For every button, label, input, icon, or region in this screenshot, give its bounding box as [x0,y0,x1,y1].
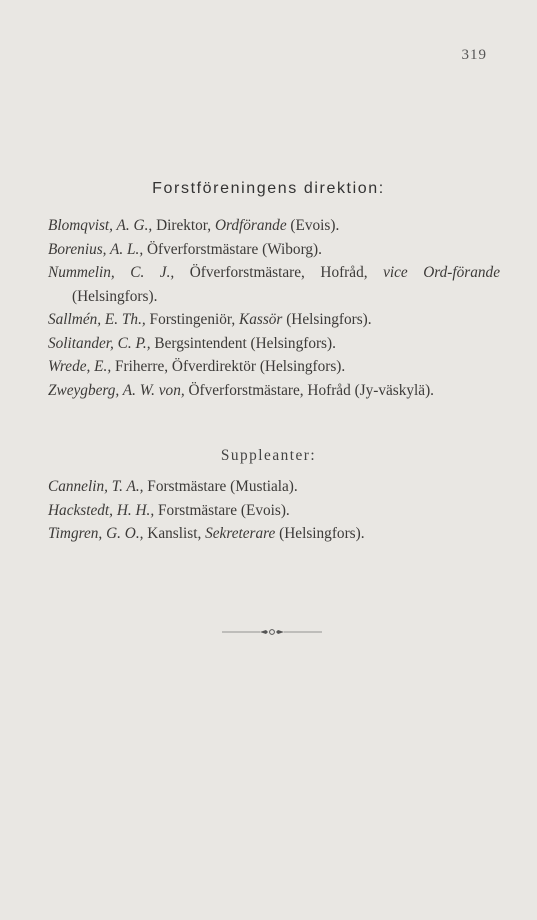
subheading: Suppleanter: [220,447,317,464]
entry-role: Kassör [239,311,283,328]
entry-name: Sallmén, E. Th., [48,311,146,328]
heading: Forstföreningens direktion: [152,180,385,197]
entry-name: Blomqvist, A. G., [48,217,153,234]
suppleant-entry [48,499,500,523]
entry-text: Bergsintendent (Helsingfors). [150,334,336,352]
board-entry [48,379,500,403]
entry-text: (Helsingfors). [282,311,372,328]
page-number: 319 [461,47,487,63]
entry-name: Solitander, C. P., [48,334,151,352]
board-list [48,214,500,402]
suppleanter-list [48,475,500,546]
board-entry [48,261,500,308]
entry-name: Cannelin, T. A., [48,478,144,495]
entry-text: (Helsingfors). [275,525,365,542]
board-entry [48,238,500,262]
entry-text: Öfverforstmästare, Hofråd (Jy-väskylä). [184,381,435,399]
board-entry [48,332,500,356]
entry-text: Kanslist, [143,525,206,542]
board-entry [48,214,500,238]
entry-name: Nummelin, C. J., [48,264,175,281]
entry-name: Borenius, A. L., [48,240,144,258]
entry-name: Timgren, G. O., [48,525,144,542]
entry-text: Friherre, Öfverdirektör (Helsingfors). [111,358,346,375]
entry-text: Öfverforstmästare, Hofråd, [174,264,384,281]
entry-text: Öfverforstmästare (Wiborg). [143,240,322,258]
entry-text: (Helsingfors). [72,287,158,305]
entry-text: Direktor, [152,217,215,234]
board-entry [48,308,500,332]
entry-text: (Evois). [286,217,340,234]
entry-text: Forstmästare (Evois). [154,501,290,519]
entry-role: Sekreterare [205,525,276,542]
entry-name: Zweygberg, A. W. von, [48,381,185,399]
suppleant-entry [48,475,500,499]
board-entry [48,355,500,379]
ornament-divider [222,627,322,637]
entry-role: Ordförande [214,217,287,234]
entry-text: Forstmästare (Mustiala). [143,478,298,495]
entry-text: Forstingeniör, [145,311,240,328]
entry-role: vice Ord-förande [383,264,500,281]
suppleant-entry [48,522,500,546]
entry-name: Wrede, E., [48,358,112,375]
entry-name: Hackstedt, H. H., [48,501,155,519]
